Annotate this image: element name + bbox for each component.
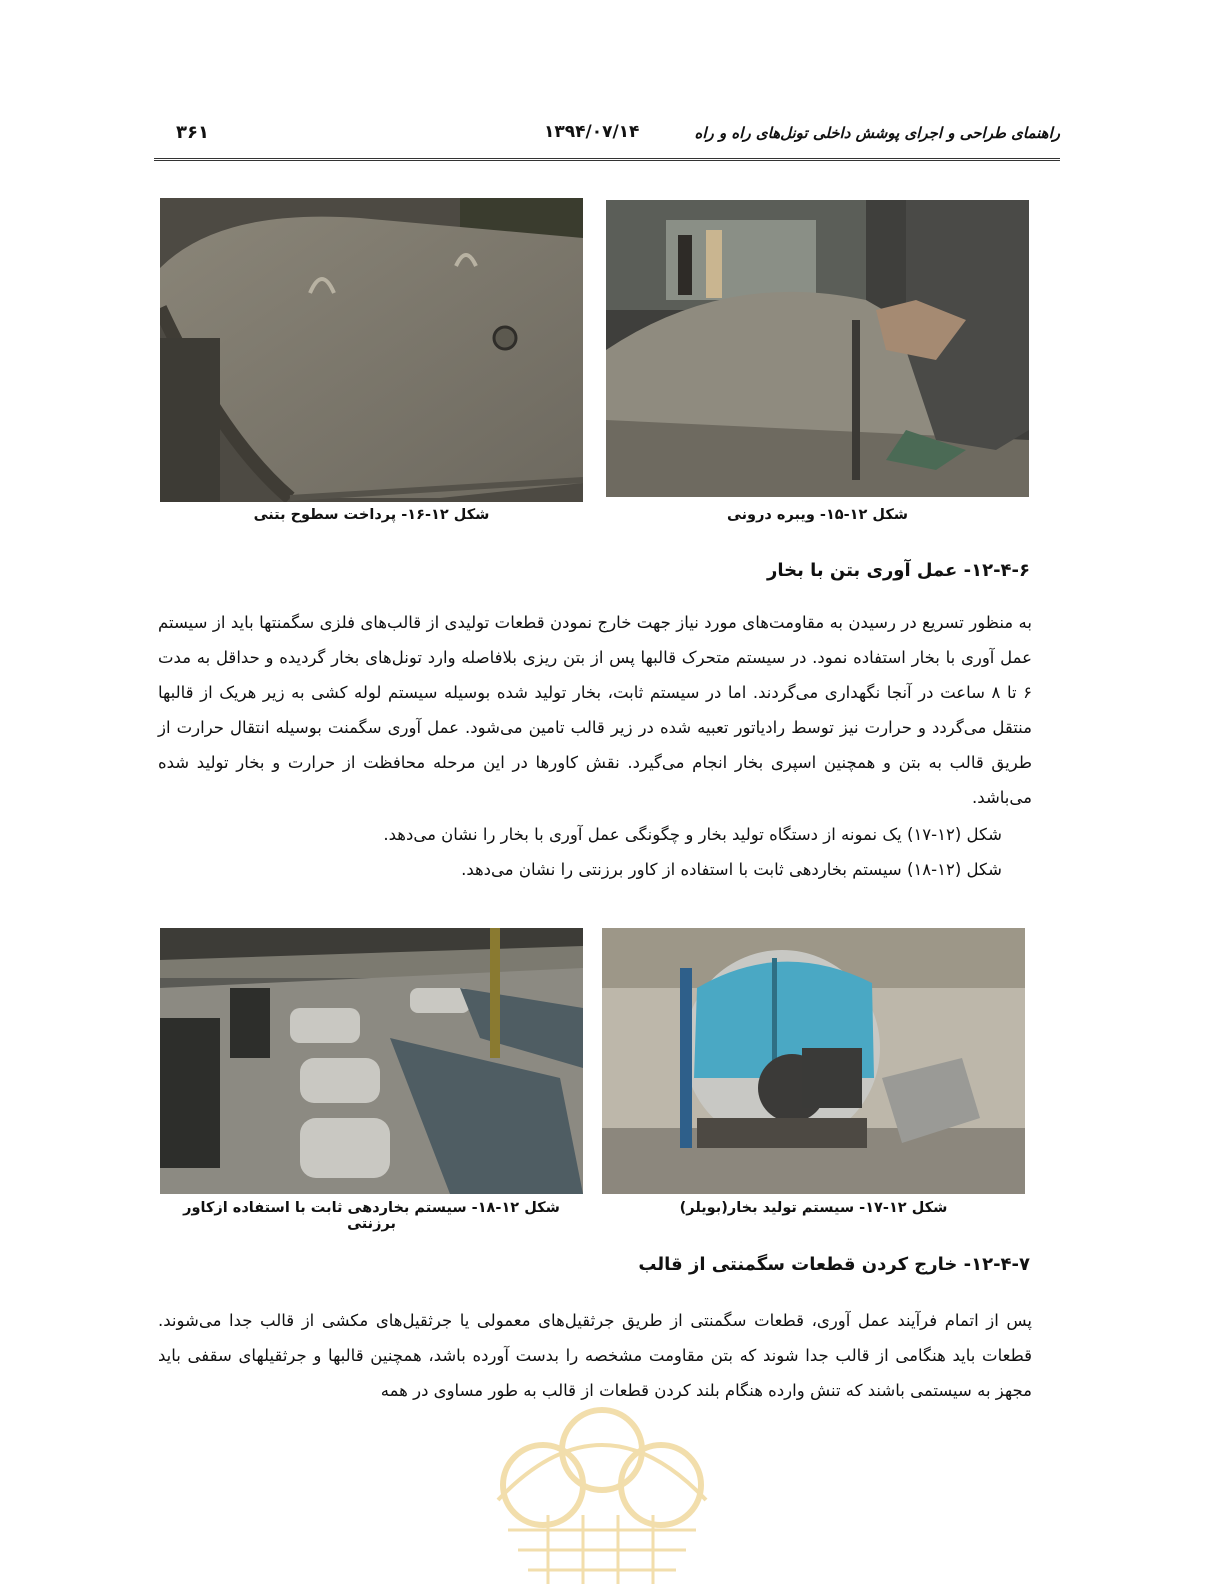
figure-reference-17: شکل (۱۲-۱۷) یک نمونه از دستگاه تولید بخار و چگونگی عمل آوری با بخار را نشان می‌دهد.	[383, 825, 1002, 844]
photo-steam-boiler	[602, 928, 1025, 1194]
section-7-paragraph: پس از اتمام فرآیند عمل آوری، قطعات سگمنتی از طریق جرثقیل‌های معمولی یا جرثقیل‌های مکشی از قالب جدا می‌شوند. قطعات باید هنگامی از قالب جدا شوند که بتن مقاومت مشخصه را بدست آورده باشد، همچنین قالبها و جرثقیلهای سقفی باید مجهز به سیستمی باشند که تنش وارده هنگام بلند کردن قطعات از قالب به طور مساوی در همه	[158, 1311, 1032, 1400]
figure-caption-16: شکل ۱۲-۱۶- پرداخت سطوح بتنی	[253, 507, 490, 523]
section-heading-7: ۱۲-۴-۷- خارج کردن قطعات سگمنتی از قالب	[638, 1254, 1030, 1275]
running-title: راهنمای طراحی و اجرای پوشش داخلی تونل‌های راه و راه	[694, 124, 1060, 142]
photo-concrete-surface-finishing	[160, 198, 583, 502]
watermark-seal	[488, 1390, 716, 1584]
figure-reference-18: شکل (۱۲-۱۸) سیستم بخاردهی ثابت با استفاده از کاور برزنتی را نشان می‌دهد.	[461, 860, 1002, 879]
figure-caption-17: شکل ۱۲-۱۷- سیستم تولید بخار(بویلر)	[679, 1200, 948, 1216]
figure-caption-15: شکل ۱۲-۱۵- ویبره درونی	[726, 507, 909, 523]
figure-caption-18: شکل ۱۲-۱۸- سیستم بخاردهی ثابت با استفاده ازکاور برزنتی	[183, 1200, 560, 1232]
section-6-paragraph: به منظور تسریع در رسیدن به مقاومت‌های مورد نیاز جهت خارج نمودن قطعات تولیدی از قالب‌های فلزی سگمنتها باید از سیستم عمل آوری با بخار استفاده نمود. در سیستم متحرک قالبها پس از بتن ریزی بلافاصله وارد تونل‌های بخار گردیده و حداقل به مدت ۶ تا ۸ ساعت در آنجا نگهداری می‌گردند. اما در سیستم ثابت، بخار تولید شده بوسیله سیستم لوله کشی به زیر هریک از قالبها منتقل می‌گردد و حرارت نیز توسط رادیاتور تعبیه شده در زیر قالب تامین می‌شود. عمل آوری سگمنت بوسیله انتقال حرارت از طریق قالب به بتن و همچنین اسپری بخار انجام می‌گیرد. نقش کاورها در این مرحله محافظت از حرارت و بخار تولید شده می‌باشد.	[158, 613, 1033, 807]
section-heading-6: ۱۲-۴-۶- عمل آوری بتن با بخار	[766, 560, 1030, 581]
photo-fixed-steam-system	[160, 928, 583, 1194]
photo-internal-vibration	[606, 200, 1029, 497]
page-number: ۳۶۱	[176, 122, 209, 143]
header-date: ۱۳۹۴/۰۷/۱۴	[544, 122, 640, 142]
page-header	[154, 118, 1060, 161]
